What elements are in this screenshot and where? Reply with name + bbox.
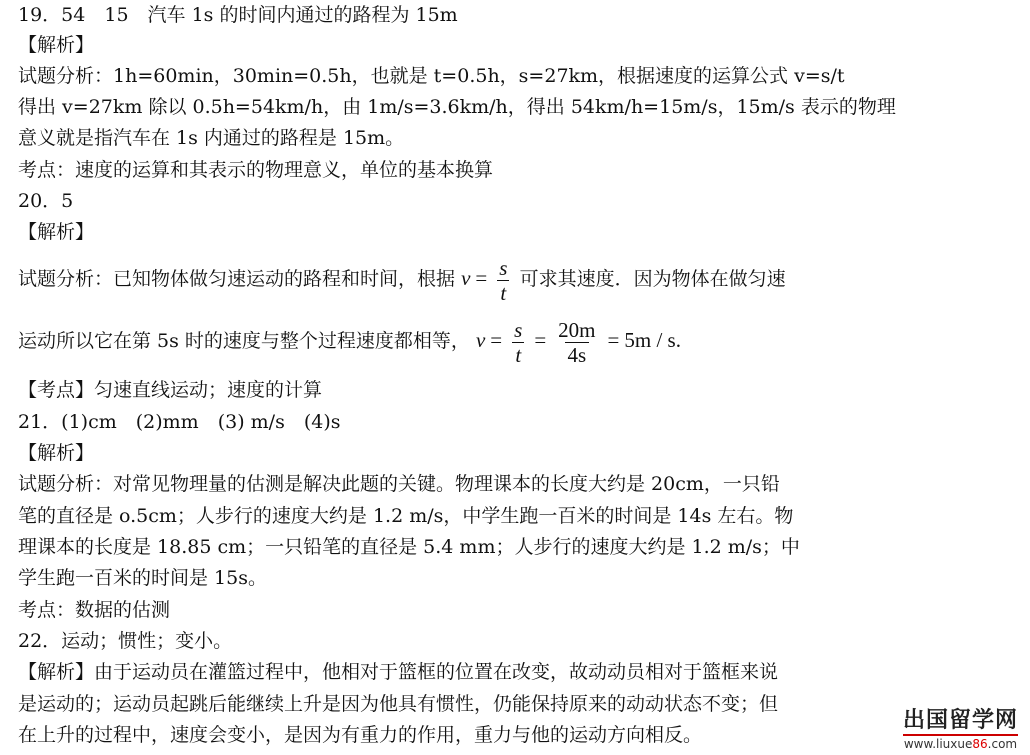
formula-numerator: s [499, 255, 508, 280]
answer-20: 20．5 [18, 190, 74, 212]
answer-19: 19．54 15 汽车 1s 的时间内通过的路程为 15m [18, 4, 458, 26]
analysis-text-19-1: 试题分析：1h=60min，30min=0.5h，也就是 t=0.5h，s=27km，根据速度的运算公式 v=s/t [18, 65, 845, 87]
calc-fraction-2 [555, 318, 598, 367]
key-point-19: 考点：速度的运算和其表示的物理意义，单位的基本换算 [18, 159, 494, 181]
calc-equals-1: = [490, 328, 503, 352]
analysis-text-22-3: 在上升的过程中，速度会变小，是因为有重力的作用，重力与他的运动方向相反。 [18, 724, 703, 746]
analysis-text-21-4: 学生跑一百米的时间是 15s。 [18, 567, 267, 589]
analysis-text-19-2: 得出 v=27km 除以 0.5h=54km/h，由 1m/s=3.6km/h，得出 54km/h=15m/s，15m/s 表示的物理 [18, 96, 896, 118]
answer-22: 22．运动；惯性；变小。 [18, 630, 233, 652]
analysis-text-20-2 [18, 313, 681, 368]
site-watermark [903, 708, 1018, 751]
watermark-title: 出国留学网 [902, 708, 1018, 733]
watermark-url-accent: 86 [972, 737, 988, 751]
velocity-calculation [475, 317, 681, 367]
analysis-text-21-1: 试题分析：对常见物理量的估测是解决此题的关键。物理课本的长度大约是 20cm，一只铅 [18, 473, 780, 495]
calc-v: v [475, 328, 486, 352]
formula-fraction [496, 256, 510, 305]
calc-numerator-1: s [514, 317, 523, 342]
watermark-url [903, 734, 1018, 751]
key-point-21: 考点：数据的估测 [18, 599, 171, 621]
formula-denominator: t [497, 280, 509, 305]
calc-result: 5m / s [624, 328, 676, 352]
analysis-text-20-1-start: 试题分析：已知物体做匀速运动的路程和时间，根据 [18, 268, 456, 290]
calc-denominator-2: 4s [565, 342, 590, 367]
analysis-text-21-3: 理课本的长度是 18.85 cm；一只铅笔的直径是 5.4 mm；人步行的速度大约是 1.2 m/s；中 [18, 536, 800, 558]
calc-equals-3: = [607, 328, 620, 352]
analysis-text-21-2: 笔的直径是 o.5cm；人步行的速度大约是 1.2 m/s，中学生跑一百米的时间是 14s 左右。物 [18, 505, 794, 527]
analysis-heading-21: 【解析】 [18, 442, 95, 464]
analysis-text-20-2-start: 运动所以它在第 5s 时的速度与整个过程速度都相等， [18, 330, 470, 352]
analysis-heading-20: 【解析】 [18, 221, 95, 243]
watermark-url-prefix: www.liuxue [903, 737, 973, 751]
calc-equals-2: = [534, 328, 547, 352]
analysis-text-19-3: 意义就是指汽车在 1s 内通过的路程是 15m。 [18, 127, 405, 149]
answer-21: 21．(1)cm (2)mm (3) m/s (4)s [18, 411, 341, 433]
analysis-heading-19: 【解析】 [18, 34, 95, 56]
calc-period: . [675, 328, 681, 352]
watermark-url-suffix: .com [987, 737, 1018, 751]
analysis-text-22-1: 【解析】由于运动员在灌篮过程中，他相对于篮框的位置在改变，故动动员相对于篮框来说 [18, 661, 779, 683]
velocity-formula [461, 255, 520, 305]
key-point-20: 【考点】匀速直线运动；速度的计算 [18, 379, 323, 401]
formula-v: v [461, 266, 471, 290]
analysis-text-20-1-end: 可求其速度．因为物体在做匀速 [519, 268, 786, 290]
analysis-text-20-1 [18, 251, 786, 306]
formula-equals: = [475, 266, 488, 290]
calc-denominator-1: t [512, 342, 524, 367]
analysis-text-22-2: 是运动的；运动员起跳后能继续上升是因为他具有惯性，仍能保持原来的动动状态不变；但 [18, 693, 779, 715]
calc-numerator-2: 20m [558, 317, 596, 342]
calc-fraction-1 [511, 318, 525, 367]
